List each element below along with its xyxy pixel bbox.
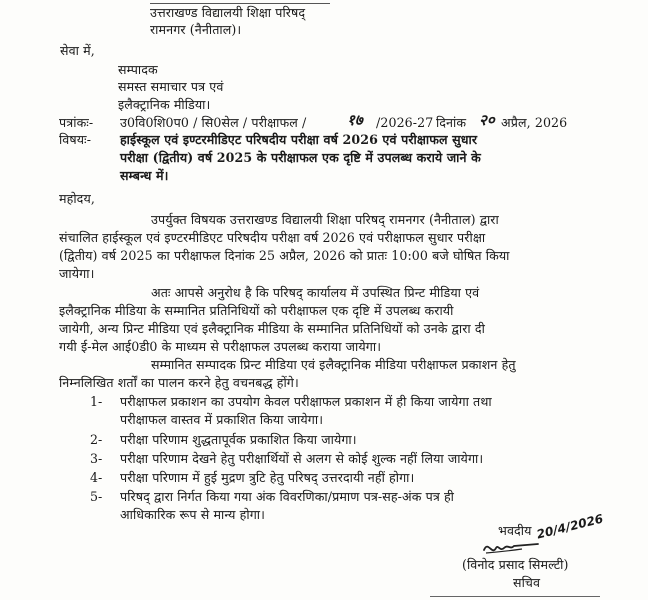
- ref-handwritten-date: २०: [479, 111, 495, 129]
- condition-4-num: 4-: [90, 470, 103, 485]
- condition-5-num: 5-: [90, 489, 103, 504]
- condition-1-line1: परीक्षाफल प्रकाशन का उपयोग केवल परीक्षाफल प्रकाशन में ही किया जायेगा तथा: [120, 394, 492, 409]
- para1-line2: संचालित हाईस्कूल एवं इण्टरमीडिएट परिषदीय परीक्षा वर्ष 2026 एवं परीक्षाफल सुधार परीक्षा: [59, 230, 486, 245]
- salutation: महोदय,: [59, 191, 95, 206]
- subject-line2: परीक्षा (द्वितीय) वर्ष 2025 के परीक्षाफल एक दृष्टि में उपलब्ध कराये जाने के: [120, 150, 481, 165]
- ref-year: /2026-27: [376, 115, 434, 130]
- address-seva: सेवा में,: [60, 43, 95, 58]
- condition-3-line1: परीक्षा परिणाम देखने हेतु परीक्षार्थियों से अलग से कोई शुल्क नहीं लिया जायेगा।: [120, 451, 484, 466]
- para1-line1: उपर्युक्त विषयक उत्तराखण्ड विद्यालयी शिक्षा परिषद् रामनगर (नैनीताल) द्वारा: [151, 212, 499, 227]
- bottom-cut-rule: [430, 596, 600, 597]
- para1-line3: (द्वितीय) वर्ष 2025 का परीक्षाफल दिनांक 25 अप्रैल, 2026 को प्रातः 10:00 बजे घोषित किया: [59, 248, 510, 263]
- sign-designation: सचिव: [513, 575, 541, 590]
- subject-label: विषयः-: [59, 132, 92, 147]
- condition-5-line2: आधिकारिक रूप से मान्य होगा।: [120, 507, 266, 522]
- ref-handwritten-no: १७: [347, 111, 363, 129]
- ref-date-rest: अप्रैल, 2026: [501, 115, 568, 130]
- condition-1-num: 1-: [90, 394, 103, 409]
- para1-line4: जायेगा।: [59, 266, 95, 281]
- condition-4-line1: परीक्षा परिणाम में हुई मुद्रण त्रुटि हेतु परिषद् उत्तरदायी नहीं होगा।: [120, 470, 415, 485]
- ref-date-label: दिनांक: [436, 115, 467, 130]
- header-org: उत्तराखण्ड विद्यालयी शिक्षा परिषद्: [150, 5, 306, 20]
- para2-line1: अतः आपसे अनुरोध है कि परिषद् कार्यालय में उपस्थित प्रिन्ट मीडिया एवं: [151, 285, 480, 300]
- condition-5-line1: परिषद् द्वारा निर्गत किया गया अंक विवरणिका/प्रमाण पत्र-सह-अंक पत्र ही: [120, 489, 455, 504]
- subject-line3: सम्बन्ध में।: [120, 168, 169, 183]
- condition-2-line1: परीक्षा परिणाम शुद्धतापूर्वक प्रकाशित किया जायेगा।: [120, 432, 357, 447]
- para2-line3: जायेगी, अन्य प्रिन्ट मीडिया एवं इलैक्ट्रानिक मीडिया के सम्मानित प्रतिनिधियों को उनके द्वारा दी: [59, 321, 485, 336]
- ref-label: पत्रांकः-: [59, 115, 94, 130]
- condition-1-line2: परीक्षाफल वास्तव में प्रकाशित किया जायेगा।: [120, 412, 324, 427]
- condition-2-num: 2-: [90, 432, 103, 447]
- header-place: रामनगर (नैनीताल)।: [150, 22, 242, 37]
- condition-3-num: 3-: [90, 451, 103, 466]
- address-to1: सम्पादक: [118, 62, 158, 77]
- para2-line2: इलैक्ट्रानिक मीडिया के सम्मानित प्रतिनिधियों को परीक्षाफल एक दृष्टि में उपलब्ध करायी: [59, 303, 454, 318]
- sign-name: (विनोद प्रसाद सिमल्टी): [462, 557, 569, 572]
- subject-line1: हाईस्कूल एवं इण्टरमीडिएट परिषदीय परीक्षा वर्ष 2026 एवं परीक्षाफल सुधार: [120, 132, 478, 147]
- para3-line1: सम्मानित सम्पादक प्रिन्ट मीडिया एवं इलैक्ट्रानिक मीडिया परीक्षाफल प्रकाशन हेतु: [151, 357, 516, 372]
- sign-handwritten-date: 20/4/2026: [535, 511, 605, 542]
- address-to2: समस्त समाचार पत्र एवं: [118, 79, 224, 94]
- ref-number: उ0वि0शि0प0 / सि0सेल / परीक्षाफल /: [120, 115, 307, 130]
- para2-line4: गयी ई-मेल आई0डी0 के माध्यम से परीक्षाफल उपलब्ध कराया जायेगा।: [59, 339, 382, 354]
- address-to3: इलैक्ट्रानिक मीडिया।: [118, 97, 211, 112]
- sign-closing: भवदीय: [498, 523, 532, 538]
- para3-line2: निम्नलिखित शर्तों का पालन करने हेतु वचनबद्ध होंगे।: [59, 375, 299, 390]
